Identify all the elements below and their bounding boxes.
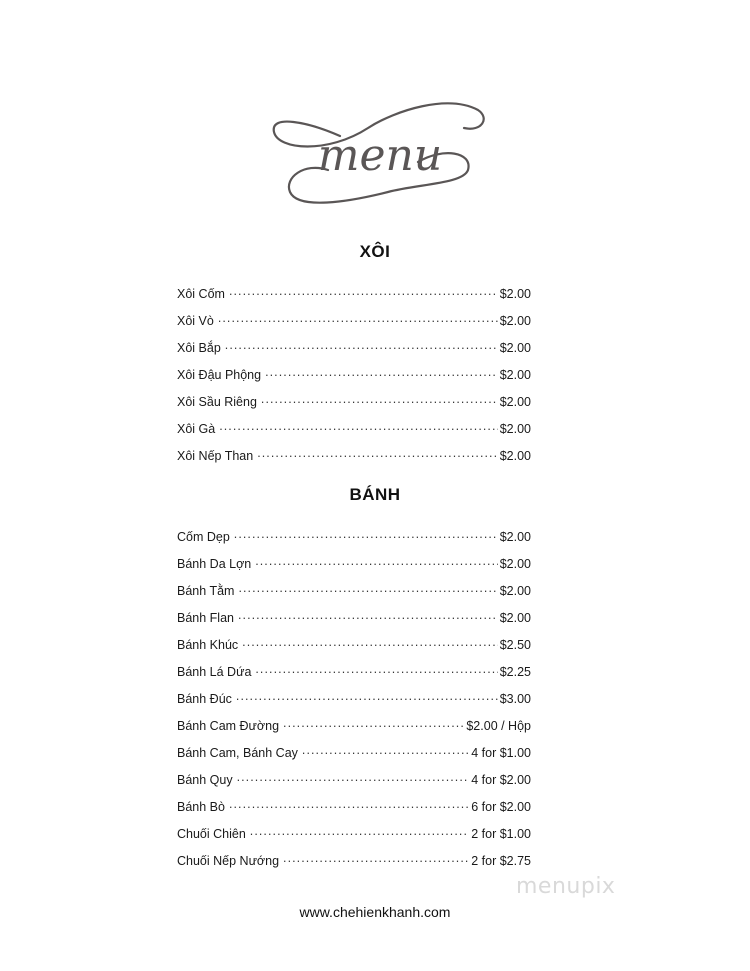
- menu-item-price: $2.00: [499, 314, 531, 328]
- menu-item: [177, 716, 531, 743]
- menu-item-price: 4 for $1.00: [471, 746, 531, 760]
- dot-leader: [283, 851, 469, 865]
- website-url: www.chehienkhanh.com: [299, 904, 451, 920]
- menu-item-price: $2.00: [499, 395, 531, 409]
- menu-item-name: Xôi Nếp Than: [177, 449, 254, 463]
- dot-leader: [283, 716, 464, 730]
- menu-item-name: Xôi Cốm: [177, 287, 225, 301]
- dot-leader: [237, 770, 470, 784]
- menu-item-name: Xôi Vò: [177, 314, 214, 328]
- menu-item-price: $2.00: [499, 449, 531, 463]
- menu-item: [177, 527, 531, 554]
- section-title-banh: BÁNH: [349, 485, 401, 504]
- dot-leader: [250, 824, 469, 838]
- menu-item: [177, 311, 531, 338]
- menu-item: [177, 419, 531, 446]
- dot-leader: [236, 689, 498, 703]
- menu-item-name: Bánh Đúc: [177, 692, 232, 706]
- menu-item-price: $3.00: [499, 692, 531, 706]
- menu-item: [177, 662, 531, 689]
- dot-leader: [255, 662, 497, 676]
- menu-item-price: $2.00: [499, 611, 531, 625]
- dot-leader: [218, 311, 498, 325]
- menu-item: [177, 608, 531, 635]
- dot-leader: [257, 446, 498, 460]
- menu-item-name: Bánh Tằm: [177, 584, 235, 598]
- menu-item-price: $2.00: [499, 341, 531, 355]
- menu-item-price: $2.00: [499, 368, 531, 382]
- menu-item: [177, 851, 531, 878]
- menu-list-banh: [177, 527, 531, 878]
- dot-leader: [255, 554, 498, 568]
- menu-item: [177, 770, 531, 797]
- menu-item-name: Chuối Chiên: [177, 827, 246, 841]
- menu-item-name: Xôi Sầu Riêng: [177, 395, 257, 409]
- menu-item-price: $2.25: [499, 665, 531, 679]
- menu-item: [177, 554, 531, 581]
- menu-item-name: Bánh Da Lợn: [177, 557, 252, 571]
- menu-item: [177, 446, 531, 473]
- menu-item-name: Bánh Lá Dứa: [177, 665, 252, 679]
- dot-leader: [261, 392, 498, 406]
- dot-leader: [234, 527, 498, 541]
- menu-item-name: Bánh Cam, Bánh Cay: [177, 746, 298, 760]
- menu-item-price: $2.00: [499, 584, 531, 598]
- menu-item-name: Bánh Khúc: [177, 638, 239, 652]
- menu-item-price: 6 for $2.00: [471, 800, 531, 814]
- menu-item-price: $2.00: [499, 422, 531, 436]
- dot-leader: [265, 365, 498, 379]
- section-title-xoi: XÔI: [359, 242, 391, 261]
- menu-item: [177, 635, 531, 662]
- menu-item-price: 2 for $1.00: [471, 827, 531, 841]
- menu-item-name: Bánh Quy: [177, 773, 233, 787]
- menu-script-logo: [268, 92, 488, 217]
- menu-item: [177, 689, 531, 716]
- dot-leader: [238, 581, 497, 595]
- menu-item-name: Chuối Nếp Nướng: [177, 854, 280, 868]
- menu-item-name: Cốm Dẹp: [177, 530, 230, 544]
- dot-leader: [242, 635, 498, 649]
- menu-item-name: Xôi Gà: [177, 422, 216, 436]
- menu-item: [177, 581, 531, 608]
- dot-leader: [302, 743, 469, 757]
- menu-item: [177, 365, 531, 392]
- menu-item-name: Xôi Bắp: [177, 341, 221, 355]
- dot-leader: [229, 797, 469, 811]
- menu-item-price: 4 for $2.00: [471, 773, 531, 787]
- menupix-watermark: menupix: [516, 874, 616, 899]
- menu-item-price: 2 for $2.75: [471, 854, 531, 868]
- menu-item: [177, 284, 531, 311]
- dot-leader: [225, 338, 498, 352]
- menu-list-xoi: [177, 284, 531, 473]
- menu-item-price: $2.00 / Hộp: [466, 719, 531, 733]
- menu-item-price: $2.00: [499, 530, 531, 544]
- menu-item-name: Bánh Bò: [177, 800, 225, 814]
- menu-item: [177, 797, 531, 824]
- dot-leader: [219, 419, 498, 433]
- menu-item: [177, 743, 531, 770]
- menu-item: [177, 824, 531, 851]
- menu-item: [177, 338, 531, 365]
- menu-item: [177, 392, 531, 419]
- logo-text: menu: [317, 130, 443, 181]
- menu-item-price: $2.50: [499, 638, 531, 652]
- menu-item-name: Bánh Flan: [177, 611, 234, 625]
- menu-item-price: $2.00: [499, 557, 531, 571]
- menu-item-price: $2.00: [499, 287, 531, 301]
- dot-leader: [238, 608, 498, 622]
- dot-leader: [229, 284, 498, 298]
- menu-item-name: Bánh Cam Đường: [177, 719, 280, 733]
- menu-item-name: Xôi Đậu Phộng: [177, 368, 262, 382]
